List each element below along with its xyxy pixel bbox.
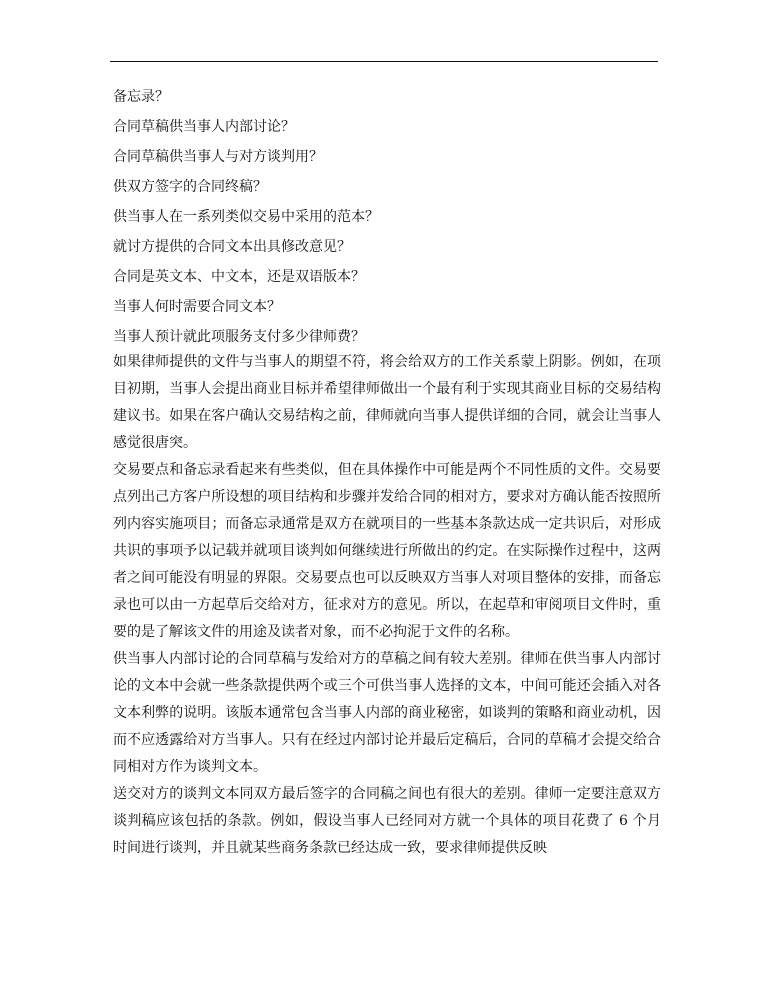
paragraph-expectations: 如果律师提供的文件与当事人的期望不符，将会给双方的工作关系蒙上阴影。例如，在项目初期，当事人会提出商业目标并希望律师做出一个最有利于实现其商业目标的交易结构建议书。如果在客户确认交易结构之前，律师就向当事人提供详细的合同，就会让当事人感觉很唐突。: [113, 354, 661, 451]
question-line: 当事人预计就此项服务支付多少律师费？: [113, 329, 365, 345]
question-line: 备忘录？: [113, 89, 169, 105]
question-line: 当事人何时需要合同文本？: [113, 299, 281, 315]
question-line: 供当事人在一系列类似交易中采用的范本？: [113, 209, 379, 225]
question-line: 就讨方提供的合同文本出具修改意见？: [113, 239, 351, 255]
question-line: 合同草稿供当事人内部讨论？: [113, 119, 295, 135]
paragraph-negotiation-draft: 送交对方的谈判文本同双方最后签字的合同稿之间也有很大的差别。律师一定要注意双方谈判稿应该包括的条款。例如，假设当事人已经同对方就一个具体的项目花费了 6 个月时间进行谈判，并且就某些商务条款已经达成一致，要求律师提供反映: [113, 786, 661, 856]
question-line: 合同是英文本、中文本，还是双语版本？: [113, 269, 365, 285]
question-line: 供双方签字的合同终稿？: [113, 179, 267, 195]
header-rule: [110, 61, 658, 62]
question-line: 合同草稿供当事人与对方谈判用？: [113, 149, 323, 165]
document-body: [113, 82, 661, 862]
paragraph-term-sheet-vs-memo: 交易要点和备忘录看起来有些类似，但在具体操作中可能是两个不同性质的文件。交易要点列出己方客户所设想的项目结构和步骤并发给合同的相对方，要求对方确认能否按照所列内容实施项目；而备忘录通常是双方在就项目的一些基本条款达成一定共识后，对形成共识的事项予以记载并就项目谈判如何继续进行所做出的约定。在实际操作过程中，这两者之间可能没有明显的界限。交易要点也可以反映双方当事人对项目整体的安排，而备忘录也可以由一方起草后交给对方，征求对方的意见。所以，在起草和审阅项目文件时，重要的是了解该文件的用途及读者对象，而不必拘泥于文件的名称。: [113, 462, 661, 640]
paragraph-internal-draft: 供当事人内部讨论的合同草稿与发给对方的草稿之间有较大差别。律师在供当事人内部讨论的文本中会就一些条款提供两个或三个可供当事人选择的文本，中间可能还会插入对各文本利弊的说明。该版本通常包含当事人内部的商业秘密，如谈判的策略和商业动机，因而不应透露给对方当事人。只有在经过内部讨论并最后定稿后，合同的草稿才会提交给合同相对方作为谈判文本。: [113, 651, 661, 775]
